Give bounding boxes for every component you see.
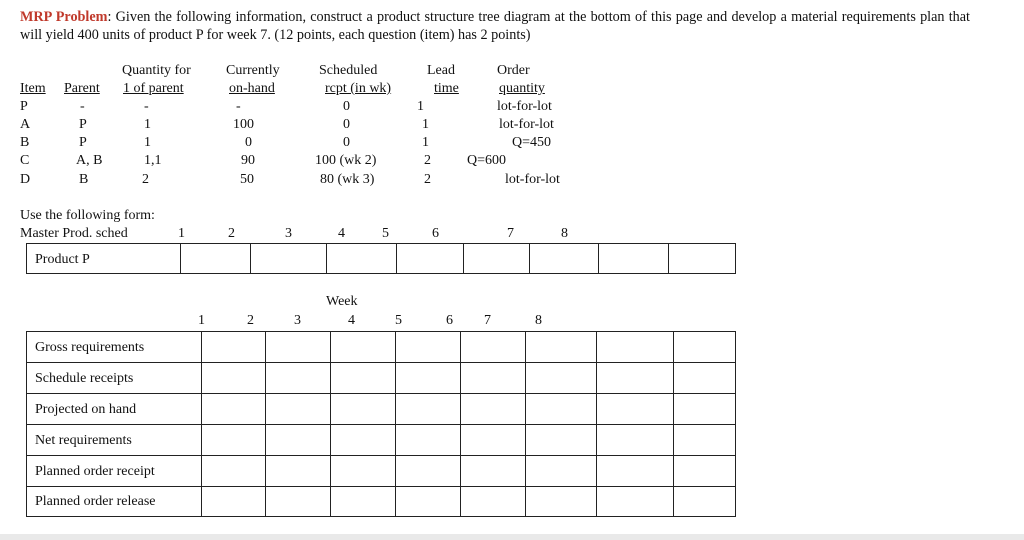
mrp-row-label-gross: Gross requirements [35, 340, 145, 355]
row-quantity: 2 [142, 172, 149, 187]
mps-cell[interactable] [599, 244, 669, 274]
mrp-cell[interactable] [396, 425, 461, 456]
row-quantity: 1,1 [144, 153, 162, 168]
mrp-row [27, 425, 736, 456]
mrp-cell[interactable] [674, 487, 736, 517]
row-order-quantity: Q=600 [467, 153, 507, 168]
mrp-cell[interactable] [331, 394, 396, 425]
mrp-week-number: 1 [198, 313, 205, 328]
mps-week-number: 6 [432, 226, 439, 241]
row-order-quantity: Q=450 [512, 135, 552, 150]
mrp-cell[interactable] [396, 394, 461, 425]
mrp-cell[interactable] [461, 363, 526, 394]
row-onhand: 100 [233, 117, 254, 132]
mrp-cell[interactable] [597, 363, 674, 394]
mrp-cell[interactable] [202, 487, 266, 517]
row-parent: B [79, 172, 89, 187]
mrp-cell[interactable] [331, 425, 396, 456]
mrp-row-label-on-hand: Projected on hand [35, 402, 137, 417]
mrp-cell[interactable] [597, 487, 674, 517]
row-scheduled: 0 [343, 99, 350, 114]
problem-text: : Given the following information, construct a product structure tree diagram at the bottom of this page and develop a material requirements plan that will yield 400 units of product P for week 7. (12 points, each question (item) has 2 points) [20, 9, 970, 43]
mrp-row-label-receipts: Schedule receipts [35, 371, 134, 386]
row-item: B [20, 135, 30, 150]
page-bottom-edge [0, 534, 1024, 540]
mrp-cell[interactable] [526, 425, 597, 456]
row-parent: P [79, 135, 87, 150]
row-lead-time: 2 [424, 153, 431, 168]
header-lead-line1: Lead [427, 63, 455, 78]
row-item: C [20, 153, 30, 168]
mrp-cell[interactable] [597, 425, 674, 456]
mps-week-number: 8 [561, 226, 568, 241]
mrp-cell[interactable] [202, 456, 266, 487]
mrp-cell[interactable] [597, 394, 674, 425]
mrp-cell[interactable] [202, 332, 266, 363]
mrp-week-number: 5 [395, 313, 402, 328]
problem-label: MRP Problem [20, 9, 108, 25]
header-quantity-line1: Quantity for [122, 63, 191, 78]
mrp-week-number: 8 [535, 313, 542, 328]
row-onhand: 90 [241, 153, 255, 168]
row-onhand: - [236, 99, 241, 114]
header-onhand-line2: on-hand [229, 81, 275, 96]
mrp-cell[interactable] [674, 425, 736, 456]
row-order-quantity: lot-for-lot [505, 172, 560, 187]
mrp-cell[interactable] [396, 363, 461, 394]
mrp-cell[interactable] [396, 456, 461, 487]
row-scheduled: 0 [343, 135, 350, 150]
mrp-week-number: 2 [247, 313, 254, 328]
mrp-cell[interactable] [526, 394, 597, 425]
mrp-cell[interactable] [202, 394, 266, 425]
mps-cell[interactable] [530, 244, 599, 274]
mrp-cell[interactable] [597, 332, 674, 363]
mps-label: Master Prod. sched [20, 226, 128, 241]
mps-week-number: 5 [382, 226, 389, 241]
header-quantity-line2: 1 of parent [123, 81, 184, 96]
row-onhand: 50 [240, 172, 254, 187]
mps-cell[interactable] [669, 244, 736, 274]
mrp-cell[interactable] [461, 332, 526, 363]
mrp-cell[interactable] [526, 456, 597, 487]
mrp-week-number: 4 [348, 313, 355, 328]
row-scheduled: 100 (wk 2) [315, 153, 377, 168]
mrp-cell[interactable] [266, 332, 331, 363]
mps-cell[interactable] [464, 244, 530, 274]
mrp-cell[interactable] [266, 425, 331, 456]
row-parent: A, B [76, 153, 103, 168]
row-order-quantity: lot-for-lot [497, 99, 552, 114]
mps-cell[interactable] [327, 244, 397, 274]
mrp-cell[interactable] [674, 394, 736, 425]
master-schedule-table [26, 243, 736, 274]
mrp-cell[interactable] [202, 425, 266, 456]
row-onhand: 0 [245, 135, 252, 150]
mrp-cell[interactable] [266, 363, 331, 394]
mrp-cell[interactable] [266, 394, 331, 425]
mps-week-number: 3 [285, 226, 292, 241]
mps-week-number: 2 [228, 226, 235, 241]
row-scheduled: 0 [343, 117, 350, 132]
mps-week-number: 4 [338, 226, 345, 241]
mps-cell[interactable] [181, 244, 251, 274]
mrp-cell[interactable] [674, 363, 736, 394]
row-parent: - [80, 99, 85, 114]
row-lead-time: 2 [424, 172, 431, 187]
header-scheduled-line1: Scheduled [319, 63, 378, 78]
problem-statement [20, 8, 970, 44]
header-onhand-line1: Currently [226, 63, 280, 78]
header-item: Item [20, 81, 46, 96]
mrp-cell[interactable] [331, 456, 396, 487]
mrp-cell[interactable] [202, 363, 266, 394]
header-lead-line2: time [434, 81, 459, 96]
form-intro: Use the following form: [20, 208, 155, 223]
row-quantity: 1 [144, 117, 151, 132]
row-quantity: 1 [144, 135, 151, 150]
mrp-cell[interactable] [396, 487, 461, 517]
row-item: P [20, 99, 28, 114]
mrp-cell[interactable] [396, 332, 461, 363]
mrp-cell[interactable] [331, 363, 396, 394]
mrp-row-label-order-receipt: Planned order receipt [35, 464, 155, 479]
mrp-cell[interactable] [461, 394, 526, 425]
header-order-line1: Order [497, 63, 530, 78]
mrp-row-label-order-release: Planned order release [35, 494, 156, 509]
mps-week-number: 1 [178, 226, 185, 241]
mrp-cell[interactable] [526, 487, 597, 517]
mps-cell[interactable] [251, 244, 327, 274]
mrp-cell[interactable] [331, 487, 396, 517]
mrp-cell[interactable] [331, 332, 396, 363]
row-scheduled: 80 (wk 3) [320, 172, 375, 187]
mrp-week-number: 7 [484, 313, 491, 328]
row-lead-time: 1 [422, 135, 429, 150]
mps-row-label: Product P [35, 252, 90, 267]
row-order-quantity: lot-for-lot [499, 117, 554, 132]
row-parent: P [79, 117, 87, 132]
mps-cell[interactable] [397, 244, 464, 274]
header-parent: Parent [64, 81, 100, 96]
mrp-cell[interactable] [461, 487, 526, 517]
header-order-line2: quantity [499, 81, 545, 96]
mrp-cell[interactable] [266, 456, 331, 487]
mps-week-number: 7 [507, 226, 514, 241]
week-heading: Week [326, 294, 358, 309]
mrp-cell[interactable] [526, 363, 597, 394]
mrp-row-label-net: Net requirements [35, 433, 132, 448]
row-quantity: - [144, 99, 149, 114]
mrp-cell[interactable] [461, 456, 526, 487]
mrp-table [26, 331, 736, 517]
mrp-cell[interactable] [266, 487, 331, 517]
mrp-cell[interactable] [597, 456, 674, 487]
mrp-cell[interactable] [674, 332, 736, 363]
mrp-week-number: 3 [294, 313, 301, 328]
mrp-week-number: 6 [446, 313, 453, 328]
row-lead-time: 1 [422, 117, 429, 132]
header-scheduled-line2: rcpt (in wk) [325, 81, 392, 96]
row-item: D [20, 172, 31, 187]
row-item: A [20, 117, 31, 132]
mrp-cell[interactable] [674, 456, 736, 487]
mrp-cell[interactable] [526, 332, 597, 363]
mrp-cell[interactable] [461, 425, 526, 456]
row-lead-time: 1 [417, 99, 424, 114]
